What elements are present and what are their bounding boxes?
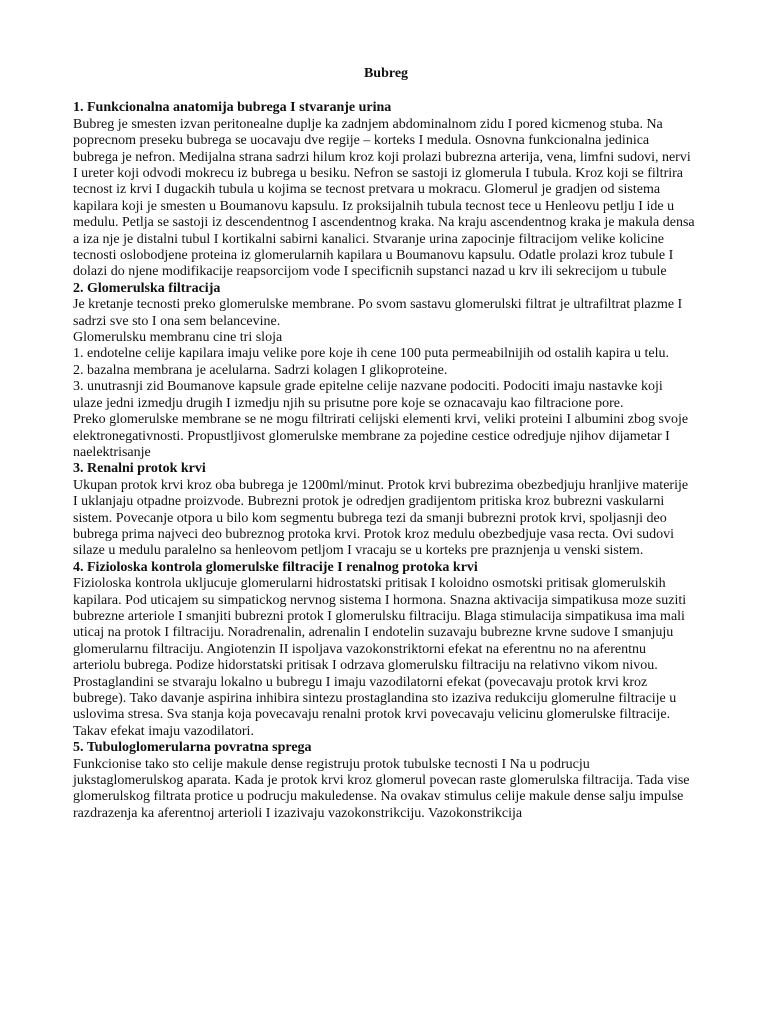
list-item: 2. bazalna membrana je acelularna. Sadrzi kolagen I glikoproteine. (73, 362, 448, 378)
paragraph: Funkcionise tako sto celije makule dense registruju protok tubulske tecnosti I Na u podrucju jukstaglomerulskog aparata. Kada je protok krvi kroz glomerul povecan raste glomerulska filtracija. Tada vise glomerulskog filtrata protice u podrucju makuledense. Na ovakav stimulus celije makule dense salju impulse razdrazenja ka aferentnoj arterioli I izazivaju vazokonstrikciju. Vazokonstrikcija (73, 756, 690, 821)
paragraph: Glomerulsku membranu cine tri sloja (73, 330, 283, 346)
section-heading: 3. Renalni protok krvi (73, 461, 206, 477)
section-heading: 4. Fizioloska kontrola glomerulske filtracije I renalnog protoka krvi (73, 559, 478, 575)
section-glomerular-filtration (73, 281, 695, 461)
section-anatomy (73, 100, 695, 280)
section-heading: 2. Glomerulska filtracija (73, 280, 221, 296)
list-item: 3. unutrasnji zid Boumanove kapsule grade epitelne celije nazvane podociti. Podociti imaju nastavke koji ulaze jedni izmedju drugih I izmedju njih su prisutne pore koje se oznacavaju kao filtracione pore. (73, 379, 663, 411)
section-renal-blood-flow (73, 461, 695, 559)
paragraph: Fizioloska kontrola ukljucuje glomerularni hidrostatski pritisak I koloidno osmotski pritisak glomerulskih kapilara. Pod uticajem su simpatickog nervnog sistema I hormona. Snazna aktivacija simpatikusa moze suziti bubrezne arteriole I smanjiti bubrezni protok I glomerulsku filtraciju. Blaga stimulacija simpatikusa ima mali uticaj na protok I filtraciju. Noradrenalin, adrenalin I endotelin suzavaju bubrezne krvne sudove I smanjuju glomerularnu filtraciju. Angiotenzin II ispoljava vazokonstriktorni efekat na eferentnu no na aferentnu arteriolu bubrega. Podize hidorstatski pritisak I odrzava glomerulsku filtraciju na relativno vikom nivou. Prostaglandini se stvaraju lokalno u bubregu I imaju vazodilatorni efekat (povecavaju protok krvi kroz bubrege). Tako davanje aspirina inhibira sintezu prostaglandina sto izaziva redukciju glomerulne filtracije u uslovima stresa. Sva stanja koja povecavaju renalni protok krvi povecavaju velicinu glomerulske filtracije. Takav efekat imaju vazodilatori. (73, 576, 687, 739)
paragraph: Bubreg je smesten izvan peritonealne duplje ka zadnjem abdominalnom zidu I pored kicmenog stuba. Na poprecnom preseku bubrega se uocavaju dve regije – korteks I medula. Osnovna funkcionalna jedinica bubrega je nefron. Medijalna strana sadrzi hilum kroz koji prolazi bubrezna arterija, vena, limfni sudovi, nervi I ureter koji odvodi mokrecu iz bubrega u besiku. Nefron se sastoji iz glomerula I tubula. Kroz koji se filtrira tecnost iz krvi I dugackih tubula u kojima se tecnost pretvara u mokracu. Glomerul je gradjen od sistema kapilara koji je smesten u Boumanovu kapsulu. Iz proksijalnih tubula tecnost tece u Henleovu petlju I ide u medulu. Petlja se sastoji iz descendentnog I ascendentnog kraka. Na kraju ascendentnog kraka je makula densa a iza nje je distalni tubul I kortikalni sabirni kanalici. Stvaranje urina zapocinje filtracijom velike kolicine tecnosti oslobodjene proteina iz glomerularnih kapilara u Boumanovu kapsulu. Odatle prolazi kroz tubule I dolazi do njene modifikacije reapsorcijom vode I specificnih supstanci nazad u krv ili sekrecijom u tubule (73, 116, 695, 280)
title-spacer (73, 82, 695, 100)
paragraph: Preko glomerulske membrane se ne mogu filtrirati celijski elementi krvi, veliki proteini I albumini zbog svoje elektronegativnosti. Propustljivost glomerulske membrane za pojedine cestice odredjuje njihov dijametar I naelektrisanje (73, 412, 689, 460)
section-heading: 5. Tubuloglomerularna povratna sprega (73, 740, 312, 756)
paragraph: Je kretanje tecnosti preko glomerulske membrane. Po svom sastavu glomerulski filtrat je ultrafiltrat plazme I sadrzi sve sto I ona sem belancevine. (73, 297, 683, 329)
document-page (73, 66, 695, 822)
section-tubuloglomerular-feedback (73, 740, 695, 822)
section-heading: 1. Funkcionalna anatomija bubrega I stvaranje urina (73, 100, 392, 116)
paragraph: Ukupan protok krvi kroz oba bubrega je 1200ml/minut. Protok krvi bubrezima obezbedjuju hranljive materije I uklanjaju otpadne proizvode. Bubrezni protok je odredjen gradijentom pritiska kroz bubrezni vaskularni sistem. Povecanje otpora u bilo kom segmentu bubrega tezi da smanji bubrezni protok krvi, spoljasnji deo bubrega prima najveci deo bubreznog protoka krvi. Protok kroz medulu obezbedjuje vasa recta. Ovi sudovi silaze u medulu paralelno sa henleovom petljom I vracaju se u korteks pre praznjenja u venski sistem. (73, 477, 689, 559)
document-title: Bubreg (363, 66, 409, 81)
section-physiological-control (73, 560, 695, 740)
list-item: 1. endotelne celije kapilara imaju velike pore koje ih cene 100 puta permeabilnijih od ostalih kapira u telu. (73, 346, 669, 362)
